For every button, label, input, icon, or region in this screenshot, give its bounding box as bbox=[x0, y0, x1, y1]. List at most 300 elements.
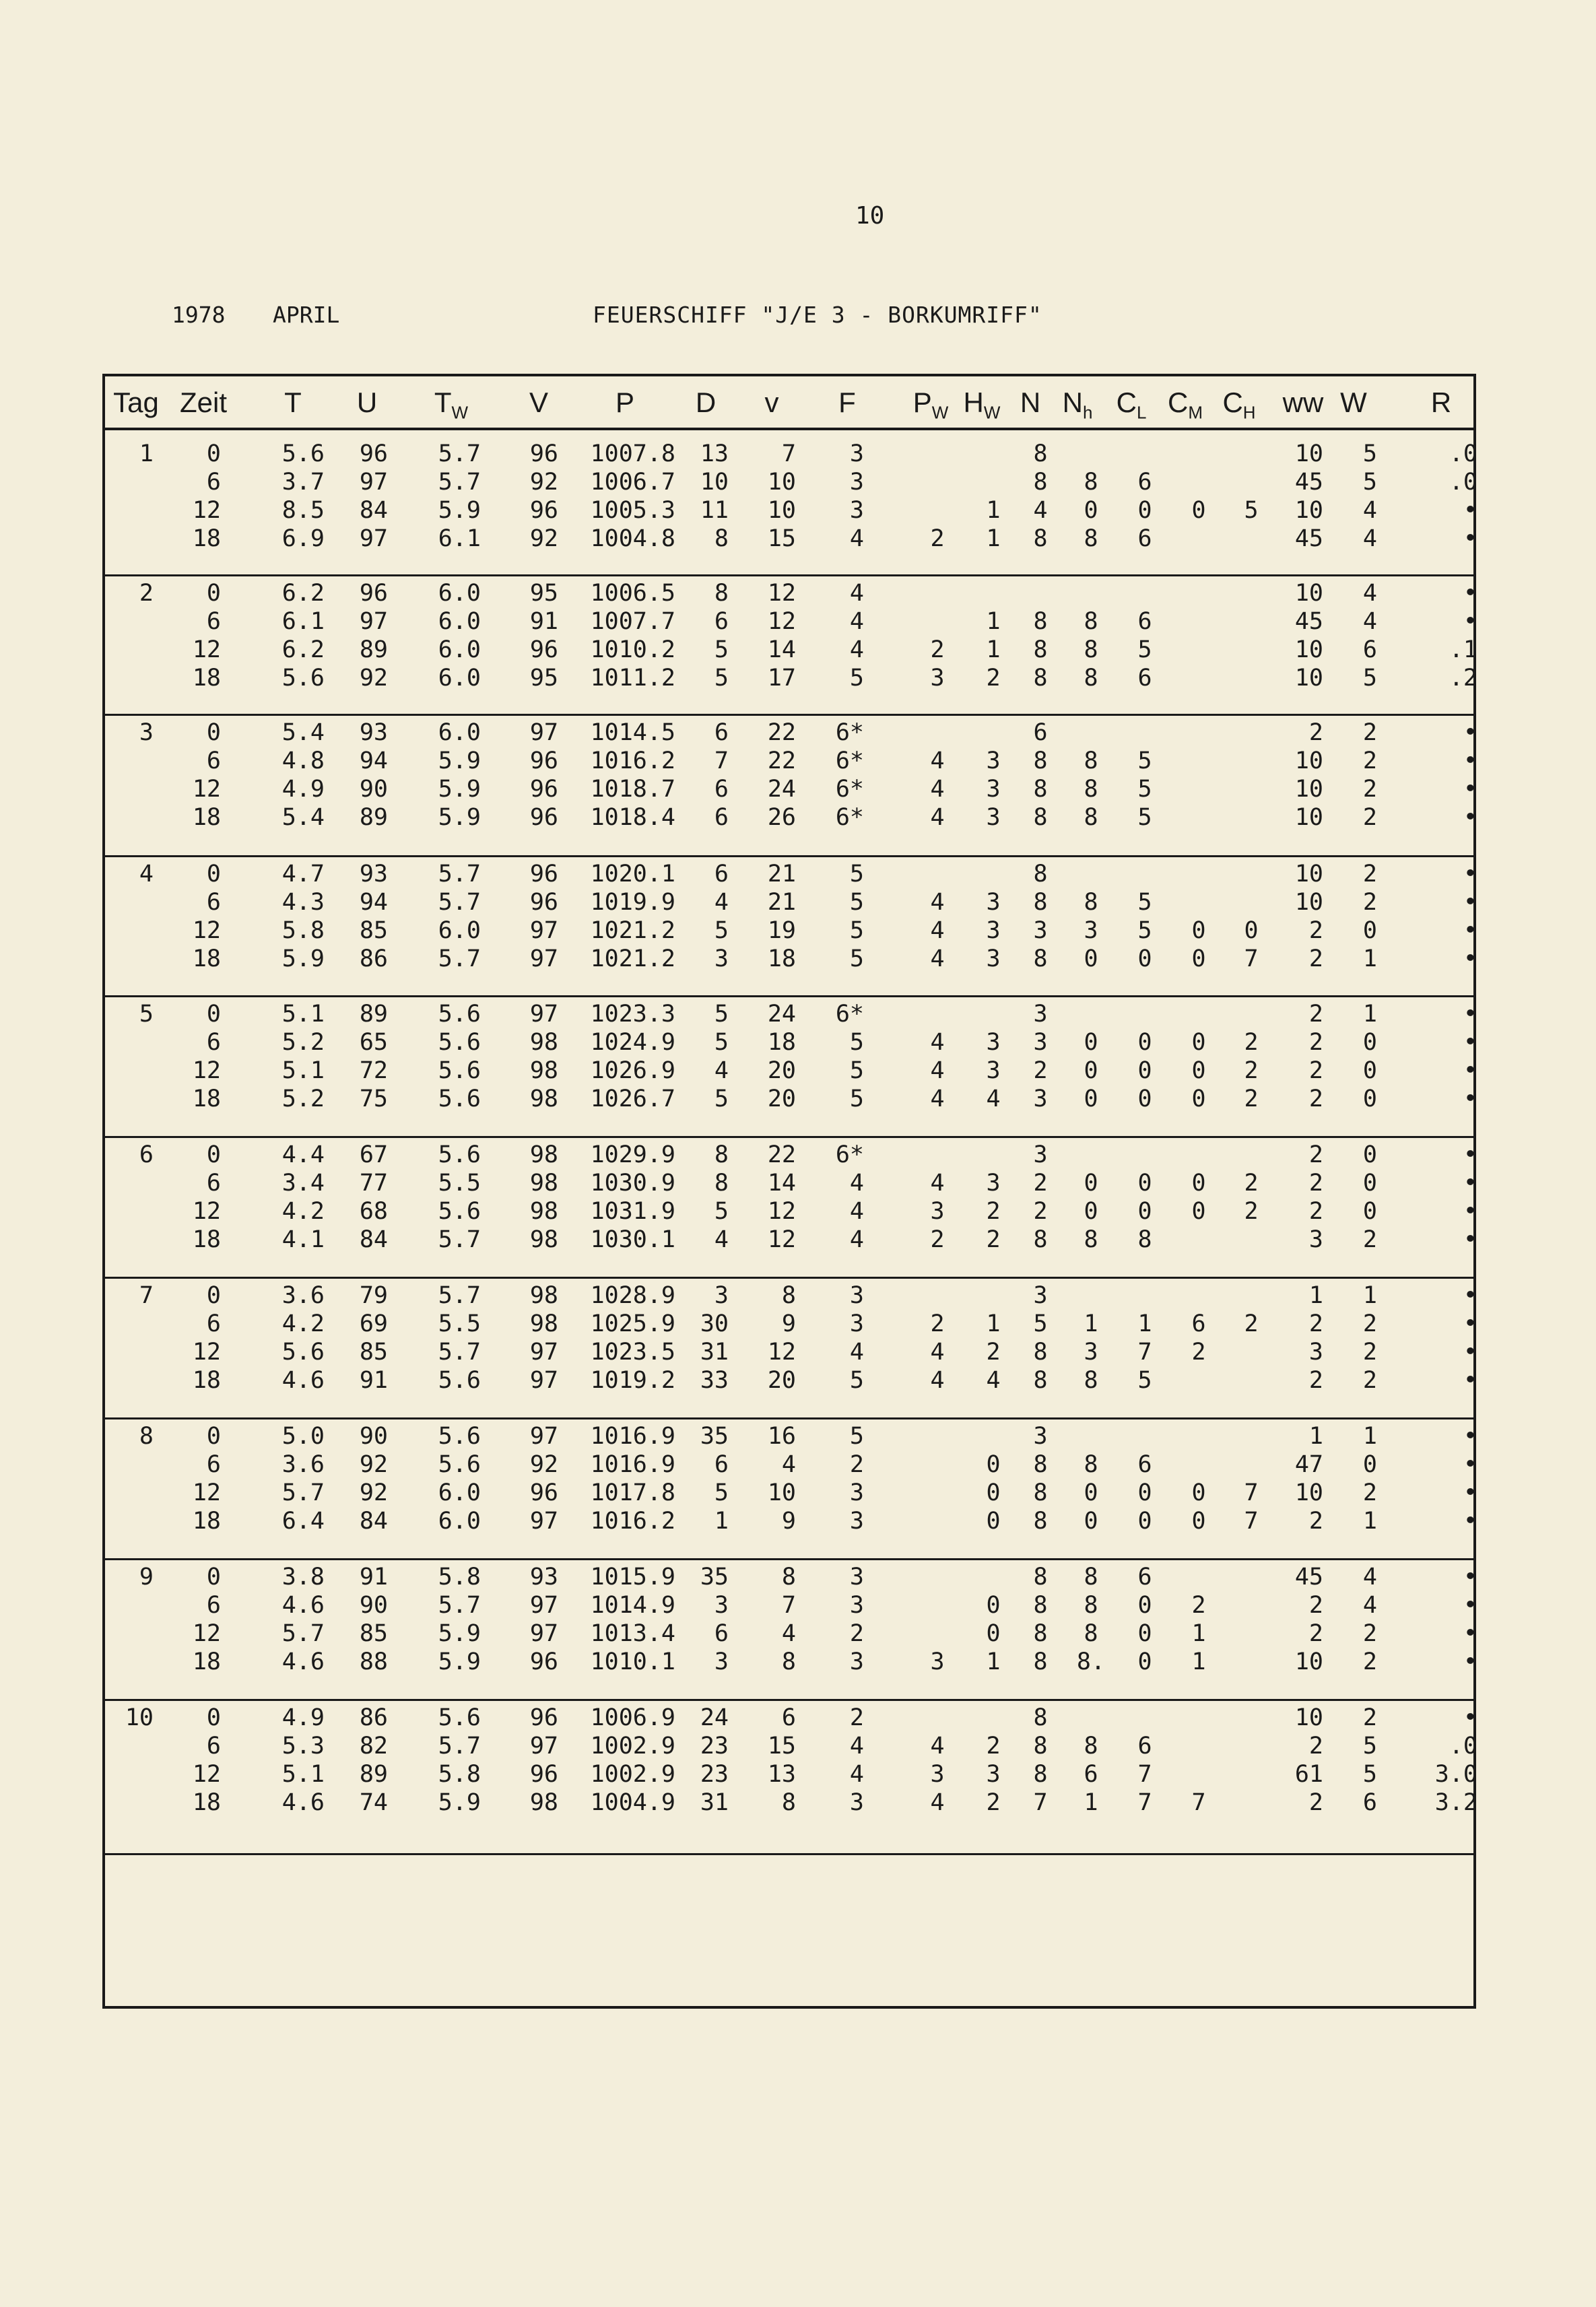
table-cell: 5.1 bbox=[281, 1001, 325, 1028]
column-header bbox=[696, 387, 716, 419]
table-cell: 3 bbox=[930, 665, 945, 692]
table-cell: 8 bbox=[1033, 1564, 1048, 1591]
table-cell: 5.6 bbox=[438, 1001, 481, 1028]
table-cell: .0 bbox=[1449, 469, 1477, 496]
table-cell: 5.4 bbox=[281, 719, 325, 746]
table-cell: 1016.9 bbox=[590, 1451, 675, 1478]
column-header bbox=[1063, 387, 1093, 423]
table-cell: 96 bbox=[529, 1704, 558, 1731]
table-cell: • bbox=[1463, 1310, 1477, 1337]
column-header-label: C bbox=[1222, 387, 1243, 418]
table-cell: 0 bbox=[986, 1592, 1001, 1619]
table-cell: 5 bbox=[1137, 917, 1152, 944]
table-cell: 0 bbox=[1362, 1029, 1377, 1056]
table-cell: 0 bbox=[986, 1451, 1001, 1478]
table-cell: 6* bbox=[835, 1141, 864, 1168]
table-cell: • bbox=[1463, 1479, 1477, 1506]
table-cell: 13 bbox=[767, 1761, 796, 1788]
table-cell: 1019.9 bbox=[590, 889, 675, 916]
table-cell: 8. bbox=[1076, 1648, 1106, 1675]
table-cell: 1019.2 bbox=[590, 1367, 675, 1394]
table-cell: 0 bbox=[1137, 1057, 1152, 1084]
column-header-label: Tag bbox=[113, 387, 159, 418]
table-cell: 98 bbox=[529, 1170, 558, 1197]
table-cell: 97 bbox=[529, 945, 558, 972]
table-cell: 2 bbox=[1244, 1198, 1259, 1225]
table-cell: 3 bbox=[849, 1282, 864, 1309]
table-cell: 6 bbox=[1137, 608, 1152, 635]
table-cell: 5 bbox=[849, 917, 864, 944]
table-cell: 6 bbox=[714, 1620, 729, 1647]
table-cell: 4 bbox=[930, 917, 945, 944]
table-cell: 4.7 bbox=[281, 861, 325, 888]
table-cell: 90 bbox=[359, 1423, 388, 1450]
table-cell: • bbox=[1463, 1282, 1477, 1309]
table-cell: 6 bbox=[1137, 665, 1152, 692]
column-header-label: W bbox=[1340, 387, 1367, 418]
table-cell: 4 bbox=[930, 1029, 945, 1056]
table-cell: 5 bbox=[1362, 665, 1377, 692]
day-tag: 6 bbox=[139, 1141, 154, 1168]
table-cell: 4 bbox=[930, 1057, 945, 1084]
table-cell: 10 bbox=[1294, 1704, 1323, 1731]
table-cell: 2 bbox=[1033, 1170, 1048, 1197]
table-cell: 2 bbox=[1033, 1198, 1048, 1225]
table-cell: 45 bbox=[1294, 1564, 1323, 1591]
table-cell: 0 bbox=[986, 1620, 1001, 1647]
header-year: 1978 bbox=[172, 302, 226, 328]
column-header bbox=[113, 387, 159, 419]
table-cell: 0 bbox=[1084, 1029, 1098, 1056]
table-cell: 5.7 bbox=[438, 861, 481, 888]
table-cell: 4 bbox=[781, 1620, 796, 1647]
table-cell: 4.8 bbox=[281, 747, 325, 774]
table-cell: • bbox=[1463, 1029, 1477, 1056]
table-cell: 77 bbox=[359, 1170, 388, 1197]
table-cell: 5.1 bbox=[281, 1057, 325, 1084]
table-cell: 30 bbox=[700, 1310, 729, 1337]
table-cell: 18 bbox=[192, 1226, 221, 1253]
table-cell: • bbox=[1463, 945, 1477, 972]
table-cell: 5.6 bbox=[438, 1423, 481, 1450]
table-cell: 12 bbox=[192, 1620, 221, 1647]
column-header-subscript: W bbox=[451, 402, 469, 423]
day-tag: 3 bbox=[139, 719, 154, 746]
table-cell: 5.4 bbox=[281, 804, 325, 831]
table-cell: 5 bbox=[714, 636, 729, 663]
column-header bbox=[1020, 387, 1040, 419]
table-cell: 6 bbox=[206, 1733, 221, 1760]
table-cell: 6.0 bbox=[438, 1479, 481, 1506]
table-cell: 0 bbox=[1191, 1198, 1206, 1225]
table-cell: 5.6 bbox=[438, 1057, 481, 1084]
table-cell: 18 bbox=[192, 804, 221, 831]
group-divider bbox=[105, 574, 1473, 576]
table-cell: 92 bbox=[529, 525, 558, 552]
column-header bbox=[964, 387, 1001, 423]
table-cell: • bbox=[1463, 1085, 1477, 1112]
table-cell: 12 bbox=[192, 497, 221, 524]
table-cell: 2 bbox=[1308, 945, 1323, 972]
day-tag: 5 bbox=[139, 1001, 154, 1028]
column-header-label: T bbox=[284, 387, 302, 418]
table-cell: 8 bbox=[1084, 525, 1098, 552]
table-cell: 1026.9 bbox=[590, 1057, 675, 1084]
table-cell: 3 bbox=[849, 1592, 864, 1619]
table-cell: 2 bbox=[930, 525, 945, 552]
table-cell: 8 bbox=[1033, 1704, 1048, 1731]
table-cell: 10 bbox=[700, 469, 729, 496]
table-cell: 8 bbox=[1033, 469, 1048, 496]
column-header bbox=[1117, 387, 1147, 423]
table-cell: 91 bbox=[359, 1367, 388, 1394]
table-cell: 98 bbox=[529, 1310, 558, 1337]
table-cell: • bbox=[1463, 776, 1477, 803]
table-cell: 3 bbox=[1033, 1029, 1048, 1056]
table-cell: 2 bbox=[930, 1226, 945, 1253]
table-cell: 3 bbox=[849, 1789, 864, 1816]
table-cell: 5.6 bbox=[281, 665, 325, 692]
table-cell: 1010.2 bbox=[590, 636, 675, 663]
table-cell: • bbox=[1463, 497, 1477, 524]
table-cell: 8 bbox=[1033, 440, 1048, 467]
column-header bbox=[1340, 387, 1367, 419]
table-cell: 4 bbox=[849, 525, 864, 552]
table-cell: 96 bbox=[529, 1648, 558, 1675]
table-cell: 10 bbox=[1294, 440, 1323, 467]
table-cell: 5 bbox=[714, 1085, 729, 1112]
table-cell: 89 bbox=[359, 1001, 388, 1028]
table-cell: 2 bbox=[1244, 1057, 1259, 1084]
table-cell: 1005.3 bbox=[590, 497, 675, 524]
table-cell: 0 bbox=[1191, 1170, 1206, 1197]
table-cell: 5.7 bbox=[438, 469, 481, 496]
table-cell: 2 bbox=[986, 1226, 1001, 1253]
table-cell: 4 bbox=[930, 1085, 945, 1112]
table-cell: 0 bbox=[1084, 1085, 1098, 1112]
table-cell: • bbox=[1463, 719, 1477, 746]
table-cell: 8 bbox=[1084, 889, 1098, 916]
table-cell: 2 bbox=[849, 1620, 864, 1647]
table-cell: 10 bbox=[1294, 747, 1323, 774]
table-cell: 3 bbox=[849, 440, 864, 467]
group-divider bbox=[105, 995, 1473, 997]
column-header-label: F bbox=[838, 387, 856, 418]
table-cell: 3 bbox=[986, 1029, 1001, 1056]
table-cell: 8 bbox=[1084, 747, 1098, 774]
table-cell: • bbox=[1463, 1564, 1477, 1591]
table-cell: 4 bbox=[1362, 1592, 1377, 1619]
table-cell: 2 bbox=[986, 665, 1001, 692]
column-header-label: P bbox=[615, 387, 635, 418]
table-cell: 1 bbox=[986, 636, 1001, 663]
table-cell: 4 bbox=[1362, 580, 1377, 607]
table-cell: 6* bbox=[835, 776, 864, 803]
table-cell: 6 bbox=[1033, 719, 1048, 746]
table-cell: 7 bbox=[1137, 1761, 1152, 1788]
table-cell: .0 bbox=[1449, 440, 1477, 467]
table-cell: 8 bbox=[1084, 1564, 1098, 1591]
table-cell: 1014.5 bbox=[590, 719, 675, 746]
table-cell: 9 bbox=[781, 1310, 796, 1337]
table-cell: 3 bbox=[849, 1508, 864, 1535]
table-cell: 1002.9 bbox=[590, 1733, 675, 1760]
table-cell: 2 bbox=[1362, 1339, 1377, 1366]
table-cell: 6 bbox=[206, 1029, 221, 1056]
table-cell: 0 bbox=[1362, 1085, 1377, 1112]
table-cell: 18 bbox=[767, 945, 796, 972]
table-cell: 6 bbox=[1137, 1733, 1152, 1760]
table-cell: 2 bbox=[1308, 1733, 1323, 1760]
table-cell: 4 bbox=[849, 1170, 864, 1197]
table-cell: 1016.2 bbox=[590, 747, 675, 774]
column-header-subscript: W bbox=[931, 402, 949, 423]
table-cell: 5 bbox=[849, 1057, 864, 1084]
table-cell: 6 bbox=[206, 608, 221, 635]
table-cell: 5.5 bbox=[438, 1170, 481, 1197]
table-cell: 5 bbox=[1362, 1733, 1377, 1760]
table-cell: 3 bbox=[1033, 1141, 1048, 1168]
table-cell: 6 bbox=[206, 1592, 221, 1619]
table-cell: 3 bbox=[1033, 1282, 1048, 1309]
table-cell: 5.6 bbox=[281, 1339, 325, 1366]
table-cell: 0 bbox=[1137, 1648, 1152, 1675]
table-cell: 4 bbox=[930, 945, 945, 972]
table-cell: 5.9 bbox=[438, 747, 481, 774]
table-cell: 10 bbox=[1294, 665, 1323, 692]
table-cell: 97 bbox=[529, 1592, 558, 1619]
table-cell: 5 bbox=[714, 1198, 729, 1225]
table-cell: 3 bbox=[986, 889, 1001, 916]
table-cell: 3 bbox=[714, 945, 729, 972]
table-cell: 85 bbox=[359, 1620, 388, 1647]
table-cell: 4 bbox=[849, 608, 864, 635]
table-cell: 8 bbox=[1033, 747, 1048, 774]
table-cell: 4 bbox=[930, 1170, 945, 1197]
table-cell: 2 bbox=[849, 1704, 864, 1731]
table-cell: 3 bbox=[986, 776, 1001, 803]
table-cell: 0 bbox=[986, 1508, 1001, 1535]
table-cell: 0 bbox=[1137, 1620, 1152, 1647]
table-cell: 8 bbox=[1033, 1733, 1048, 1760]
table-cell: 4 bbox=[930, 804, 945, 831]
table-cell: 3 bbox=[849, 1648, 864, 1675]
column-header-label: V bbox=[529, 387, 549, 418]
table-cell: 4 bbox=[849, 1761, 864, 1788]
table-cell: 1 bbox=[1362, 1508, 1377, 1535]
table-cell: 96 bbox=[529, 804, 558, 831]
page-number: 10 bbox=[855, 202, 885, 230]
table-cell: .1 bbox=[1449, 636, 1477, 663]
table-cell: 0 bbox=[1191, 1029, 1206, 1056]
table-cell: 4.6 bbox=[281, 1789, 325, 1816]
table-cell: 2 bbox=[1308, 1141, 1323, 1168]
table-cell: 12 bbox=[767, 608, 796, 635]
table-cell: 1 bbox=[1362, 1001, 1377, 1028]
table-cell: 4 bbox=[1362, 497, 1377, 524]
table-cell: 21 bbox=[767, 889, 796, 916]
table-cell: 6.1 bbox=[438, 525, 481, 552]
table-cell: 45 bbox=[1294, 525, 1323, 552]
table-cell: 8 bbox=[781, 1282, 796, 1309]
table-cell: 96 bbox=[529, 1761, 558, 1788]
table-cell: 6 bbox=[206, 1451, 221, 1478]
table-cell: 18 bbox=[767, 1029, 796, 1056]
table-cell: .2 bbox=[1449, 665, 1477, 692]
table-cell: 45 bbox=[1294, 469, 1323, 496]
table-cell: 5.9 bbox=[281, 945, 325, 972]
table-cell: 8 bbox=[1033, 1508, 1048, 1535]
column-header-label: H bbox=[963, 387, 984, 418]
table-cell: • bbox=[1463, 1057, 1477, 1084]
table-cell: 1028.9 bbox=[590, 1282, 675, 1309]
table-cell: 5 bbox=[849, 1085, 864, 1112]
table-cell: 12 bbox=[767, 1226, 796, 1253]
table-cell: 5 bbox=[849, 1367, 864, 1394]
table-cell: 1010.1 bbox=[590, 1648, 675, 1675]
table-cell: 12 bbox=[192, 917, 221, 944]
table-cell: 2 bbox=[1308, 1001, 1323, 1028]
table-cell: 88 bbox=[359, 1648, 388, 1675]
table-cell: 7 bbox=[1244, 1508, 1259, 1535]
table-cell: 10 bbox=[767, 497, 796, 524]
table-cell: 6 bbox=[714, 719, 729, 746]
table-cell: 1006.9 bbox=[590, 1704, 675, 1731]
table-cell: 97 bbox=[529, 1423, 558, 1450]
table-cell: 5 bbox=[1362, 469, 1377, 496]
table-cell: 10 bbox=[1294, 889, 1323, 916]
table-cell: 4.9 bbox=[281, 776, 325, 803]
table-cell: 5.7 bbox=[438, 945, 481, 972]
table-cell: 96 bbox=[529, 747, 558, 774]
table-cell: 3 bbox=[1033, 1085, 1048, 1112]
day-tag: 8 bbox=[139, 1423, 154, 1450]
table-cell: 96 bbox=[529, 1479, 558, 1506]
table-cell: 6 bbox=[1137, 525, 1152, 552]
table-cell: 5.9 bbox=[438, 1620, 481, 1647]
column-header bbox=[765, 387, 779, 419]
table-cell: 1 bbox=[986, 608, 1001, 635]
table-cell: 97 bbox=[529, 1733, 558, 1760]
group-divider bbox=[105, 714, 1473, 716]
table-cell: 2 bbox=[1244, 1085, 1259, 1112]
table-cell: 93 bbox=[359, 719, 388, 746]
table-cell: 5 bbox=[1033, 1310, 1048, 1337]
table-cell: 3 bbox=[930, 1761, 945, 1788]
table-cell: 3.4 bbox=[281, 1170, 325, 1197]
table-cell: 5.0 bbox=[281, 1423, 325, 1450]
table-cell: 8 bbox=[1033, 776, 1048, 803]
table-cell: • bbox=[1463, 1001, 1477, 1028]
group-divider bbox=[105, 1417, 1473, 1419]
table-cell: 1030.1 bbox=[590, 1226, 675, 1253]
table-cell: 3 bbox=[986, 747, 1001, 774]
table-cell: 85 bbox=[359, 917, 388, 944]
table-cell: 2 bbox=[1362, 1648, 1377, 1675]
table-cell: 0 bbox=[206, 1704, 221, 1731]
table-cell: 5.6 bbox=[438, 1198, 481, 1225]
table-cell: 8 bbox=[1084, 1592, 1098, 1619]
column-header-label: ww bbox=[1282, 387, 1324, 418]
table-cell: 19 bbox=[767, 917, 796, 944]
table-cell: 5 bbox=[1137, 636, 1152, 663]
table-cell: 3 bbox=[1084, 917, 1098, 944]
table-cell: 1021.2 bbox=[590, 945, 675, 972]
table-cell: 7 bbox=[1033, 1789, 1048, 1816]
table-cell: 1004.8 bbox=[590, 525, 675, 552]
table-cell: 22 bbox=[767, 1141, 796, 1168]
table-cell: 1007.8 bbox=[590, 440, 675, 467]
table-cell: 3 bbox=[849, 469, 864, 496]
table-cell: 16 bbox=[767, 1423, 796, 1450]
table-cell: 6* bbox=[835, 1001, 864, 1028]
column-header bbox=[1283, 387, 1324, 419]
table-cell: 4 bbox=[714, 1057, 729, 1084]
table-cell: 1007.7 bbox=[590, 608, 675, 635]
column-header-label: C bbox=[1116, 387, 1137, 418]
table-cell: 3.7 bbox=[281, 469, 325, 496]
table-cell: • bbox=[1463, 1592, 1477, 1619]
table-cell: 8 bbox=[1033, 1620, 1048, 1647]
table-cell: 3 bbox=[849, 497, 864, 524]
table-cell: 98 bbox=[529, 1198, 558, 1225]
table-cell: 6.4 bbox=[281, 1508, 325, 1535]
table-cell: 94 bbox=[359, 747, 388, 774]
table-cell: 8 bbox=[1033, 665, 1048, 692]
table-cell: 13 bbox=[700, 440, 729, 467]
group-divider bbox=[105, 855, 1473, 857]
table-cell: 24 bbox=[767, 1001, 796, 1028]
table-cell: 4 bbox=[849, 1733, 864, 1760]
table-cell: 7 bbox=[1244, 1479, 1259, 1506]
table-cell: 6 bbox=[206, 1310, 221, 1337]
table-cell: 0 bbox=[206, 440, 221, 467]
header-rule bbox=[102, 428, 1476, 430]
table-cell: 95 bbox=[529, 580, 558, 607]
table-cell: 4 bbox=[930, 1733, 945, 1760]
table-cell: • bbox=[1463, 1423, 1477, 1450]
column-header-label: P bbox=[912, 387, 932, 418]
table-cell: 6 bbox=[714, 776, 729, 803]
table-cell: 8 bbox=[1084, 608, 1098, 635]
table-cell: 8 bbox=[1033, 804, 1048, 831]
table-cell: 0 bbox=[206, 1564, 221, 1591]
table-cell: 5 bbox=[714, 1029, 729, 1056]
table-cell: 5.9 bbox=[438, 804, 481, 831]
table-cell: 4.9 bbox=[281, 1704, 325, 1731]
table-cell: 5 bbox=[1137, 804, 1152, 831]
table-cell: 96 bbox=[529, 861, 558, 888]
table-cell: 0 bbox=[206, 1423, 221, 1450]
table-cell: 6 bbox=[714, 804, 729, 831]
table-cell: • bbox=[1463, 917, 1477, 944]
column-header-label: T bbox=[434, 387, 452, 418]
table-cell: 3 bbox=[1084, 1339, 1098, 1366]
table-cell: 31 bbox=[700, 1339, 729, 1366]
table-cell: 10 bbox=[1294, 497, 1323, 524]
table-cell: 1 bbox=[1084, 1310, 1098, 1337]
table-cell: 3 bbox=[1033, 1423, 1048, 1450]
table-cell: 4.6 bbox=[281, 1592, 325, 1619]
table-cell: 98 bbox=[529, 1085, 558, 1112]
table-cell: • bbox=[1463, 608, 1477, 635]
table-cell: 0 bbox=[206, 1141, 221, 1168]
table-cell: 2 bbox=[1362, 1226, 1377, 1253]
table-cell: 1 bbox=[1191, 1648, 1206, 1675]
table-cell: 22 bbox=[767, 747, 796, 774]
table-cell: 2 bbox=[1033, 1057, 1048, 1084]
table-cell: 5.2 bbox=[281, 1085, 325, 1112]
